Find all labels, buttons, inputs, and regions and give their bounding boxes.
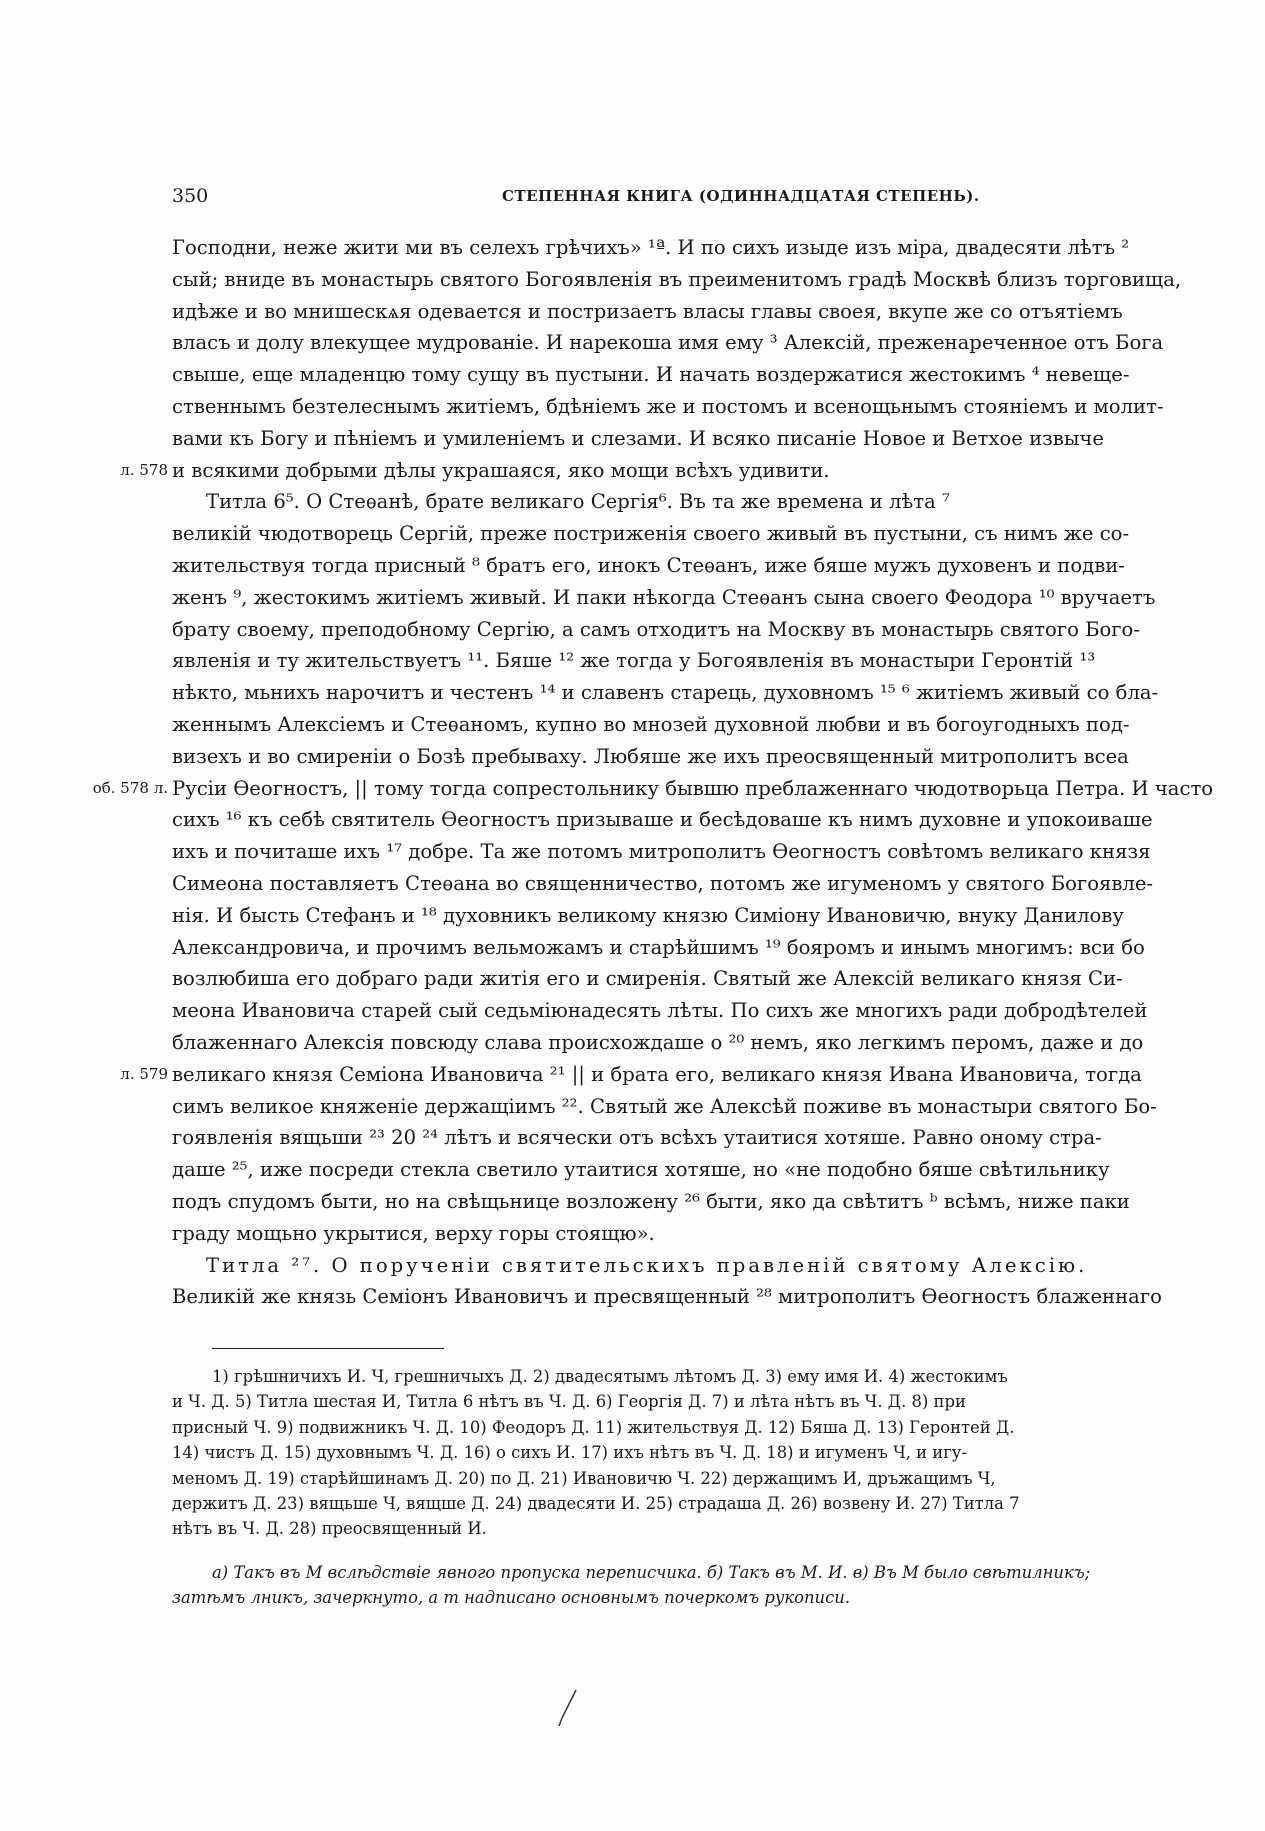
- text-line: идѣже и во мнишескѧя одевается и постризаетъ власы главы своея, вкупе же со отъятіемъ: [172, 299, 1123, 323]
- page-header: [172, 185, 1202, 213]
- footnote-line: 14) чистъ Д. 15) духовнымъ Ч. Д. 16) о сихъ И. 17) ихъ нѣтъ въ Ч. Д. 18) и игуменъ Ч, и игу-: [172, 1443, 967, 1463]
- text-line: блаженнаго Алексія повсюду слава происхождаше о ²⁰ немъ, яко легкимъ перомъ, даже и до: [172, 1030, 1144, 1054]
- text-line: ихъ и почиташе ихъ ¹⁷ добре. Та же потомъ митрополитъ Ѳеогностъ совѣтомъ великаго князя: [172, 840, 1151, 864]
- text-line: Великій же князь Семіонъ Ивановичъ и пресвященный ²⁸ митрополитъ Ѳеогностъ блаженнаго: [172, 1285, 1162, 1309]
- text-line: сый; вниде въ монастырь святого Богоявленія въ преименитомъ градѣ Москвѣ близъ торговища,: [172, 267, 1182, 291]
- text-line: жительствуя тогда присный ⁸ братъ его, инокъ Стеѳанъ, иже бяше мужъ духовенъ и подви-: [172, 553, 1125, 577]
- footnote-line: меномъ Д. 19) старѣйшинамъ Д. 20) по Д. 21) Ивановичю Ч. 22) держащимъ И, дръжащимъ Ч,: [172, 1468, 996, 1488]
- page-number: 350: [172, 185, 209, 207]
- text-line: визехъ и во смиреніи о Бозѣ пребываху. Любяше же ихъ преосвященный митрополитъ всеа: [172, 744, 1129, 768]
- text-line: вами къ Богу и пѣніемъ и умиленіемъ и слезами. И всяко писаніе Новое и Ветхое извыче: [172, 426, 1104, 450]
- margin-folio-note: л. 578: [120, 460, 168, 479]
- text-line: возлюбиша его добраго ради житія его и смиренія. Святый же Алексій великаго князя Си-: [172, 967, 1123, 991]
- text-line: симъ великое княженіе держащіимъ ²². Святый же Алексѣй поживе въ монастыри святого Бо-: [172, 1094, 1157, 1118]
- margin-folio-note: л. 579: [120, 1064, 168, 1083]
- text-line: даше ²⁵, иже посреди стекла светило утаитися хотяше, но «не подобно бяше свѣтильнику: [172, 1158, 1110, 1182]
- text-line-with-margin: [92, 773, 1214, 805]
- text-line-with-margin: [120, 1059, 1202, 1091]
- text-line: гоявленія вящьши ²³ 20 ²⁴ лѣтъ и всячески отъ всѣхъ утаитися хотяше. Равно оному стра-: [172, 1126, 1102, 1150]
- margin-folio-note: об. 578 л.: [92, 778, 168, 797]
- footnote-line: 1) грѣшничихъ И. Ч, грешничыхъ Д. 2) двадесятымъ лѣтомъ Д. 3) ему имя И. 4) жестокимъ: [212, 1367, 1008, 1386]
- text-line: великаго князя Семіона Ивановича ²¹ || и брата его, великаго князя Ивана Ивановича, тогда: [172, 1062, 1142, 1086]
- text-line: женъ ⁹, жестокимъ житіемъ живый. И паки нѣкогда Стеѳанъ сына своего Феодора ¹⁰ вручаетъ: [172, 585, 1156, 609]
- text-line: брату своему, преподобному Сергію, а самъ отходитъ на Москву въ монастырь святого Бого-: [172, 617, 1140, 641]
- text-line: явленія и ту жительствуетъ ¹¹. Бяше ¹² же тогда у Богоявленія въ монастыри Геронтій ¹³: [172, 649, 1096, 673]
- text-line: великій чюдотворець Сергій, преже постриженія своего живый въ пустыни, съ нимъ же со-: [172, 522, 1130, 546]
- footnotes: [172, 1364, 1202, 1611]
- running-title: СТЕПЕННАЯ КНИГА (ОДИННАДЦАТАЯ СТЕПЕНЬ).: [502, 187, 980, 205]
- footnote-divider: [212, 1348, 444, 1349]
- text-line: свыше, еще младенцю тому сущу въ пустыни. И начать воздержатися жестокимъ ⁴ невеще-: [172, 363, 1130, 387]
- text-line: подъ спудомъ быти, но на свѣщьнице возложену ²⁶ быти, яко да свѣтитъ ᵇ всѣмъ, ниже паки: [172, 1189, 1130, 1213]
- footnote-line: нѣтъ въ Ч. Д. 28) преосвященный И.: [172, 1519, 487, 1539]
- editor-note-line: затѣмъ лникъ, зачеркнуто, а т надписано основнымъ почеркомъ рукописи.: [172, 1588, 851, 1608]
- section-heading-line: Титла ²⁷. О порученіи святительскихъ правленій святому Алексію.: [206, 1253, 1088, 1277]
- editor-note-line: а) Такъ въ М вслѣдствіе явного пропуска переписчика. б) Такъ въ М. И. в) Въ М было свѣтилникъ;: [212, 1562, 1091, 1582]
- stray-pen-mark: [556, 1688, 580, 1728]
- section-heading-line: Титла 6⁵. О Стеѳанѣ, брате великаго Сергія⁶. Въ та же времена и лѣта ⁷: [206, 490, 950, 514]
- text-line: нѣкто, мьнихъ нарочитъ и честенъ ¹⁴ и славенъ старець, духовномъ ¹⁵ ⁶ житіемъ живый со бла-: [172, 681, 1159, 705]
- text-line: меона Ивановича старей сый седьміюнадесять лѣты. По сихъ же многихъ ради добродѣтелей: [172, 999, 1148, 1023]
- text-line: Александровича, и прочимъ вельможамъ и старѣйшимъ ¹⁹ бояромъ и инымъ многимъ: вси бо: [172, 935, 1145, 959]
- text-line-with-margin: [120, 455, 1202, 487]
- text-line: Русіи Ѳеогностъ, || тому тогда сопрестольнику бывшю преблаженнаго чюдотворьца Петра. И часто: [172, 776, 1214, 800]
- footnote-line: присный Ч. 9) подвижникъ Ч. Д. 10) Феодоръ Д. 11) жительствуя Д. 12) Бяша Д. 13) Геронтей Д.: [172, 1417, 1015, 1437]
- text-line: нія. И бысть Стефанъ и ¹⁸ духовникъ великому князю Симіону Ивановичю, внуку Данилову: [172, 903, 1124, 927]
- text-line: сихъ ¹⁶ къ себѣ святитель Ѳеогностъ призываше и бесѣдоваше къ нимъ духовне и упокоиваше: [172, 808, 1153, 832]
- main-text: [92, 232, 1214, 1313]
- text-line: граду мощьно укрытися, верху горы стоящю».: [172, 1221, 655, 1245]
- footnote-line: и Ч. Д. 5) Титла шестая И, Титла 6 нѣтъ въ Ч. Д. 6) Георгія Д. 7) и лѣта нѣтъ въ Ч. Д. 8) при: [172, 1392, 966, 1412]
- text-line: Господни, неже жити ми въ селехъ грѣчихъ» ¹ª. И по сихъ изыде изъ міра, двадесяти лѣтъ ²: [172, 236, 1130, 259]
- text-line: женнымъ Алексіемъ и Стеѳаномъ, купно во мнозей духовной любви и въ богоугодныхъ под-: [172, 712, 1130, 736]
- text-line: власъ и долу влекущее мудрованіе. И нарекоша имя ему ³ Алексій, преженареченное отъ Бога: [172, 331, 1164, 355]
- text-line: Симеона поставляетъ Стеѳана во священничество, потомъ же игуменомъ у святого Богоявле-: [172, 871, 1154, 895]
- text-line: и всякими добрыми дѣлы украшаяся, яко мощи всѣхъ удивити.: [172, 458, 830, 482]
- spacer: [172, 1542, 1202, 1560]
- footnote-line: держитъ Д. 23) вящьше Ч, вящше Д. 24) двадесяти И. 25) страдаша Д. 26) возвену И. 27) Титла 7: [172, 1493, 1020, 1513]
- text-line: ственнымъ безтелеснымъ житіемъ, бдѣніемъ же и постомъ и всенощьнымъ стояніемъ и молит-: [172, 394, 1164, 418]
